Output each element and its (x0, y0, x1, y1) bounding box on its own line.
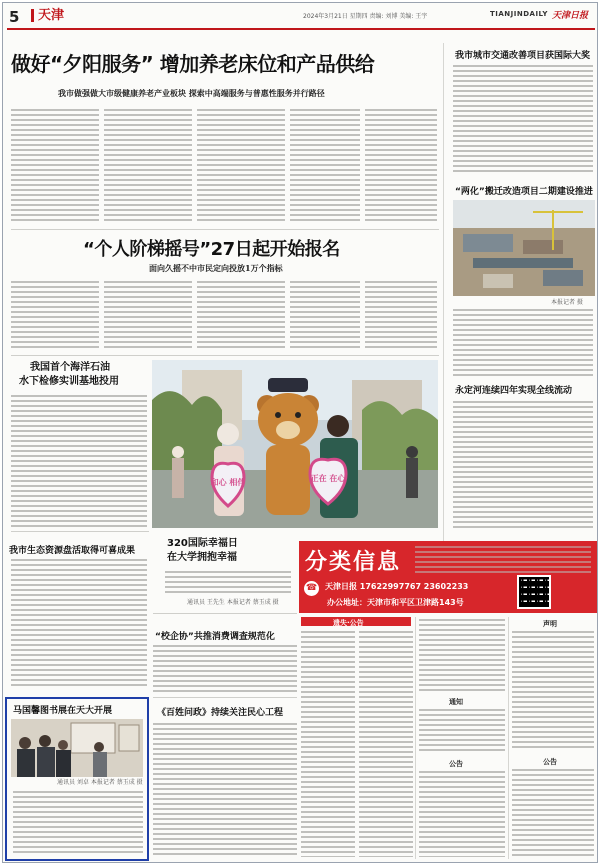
construction-site-photo (453, 200, 595, 296)
brand-name: TIANJINDAILY (490, 10, 548, 18)
section-label: 天津 (31, 9, 64, 22)
box-title: 马国馨图书展在天大开展 (13, 706, 113, 716)
lead-text-col-1 (11, 109, 99, 223)
heart-sign-left-text: 和心 相伴 (210, 478, 246, 487)
phone-icon: ☎ (304, 581, 319, 596)
classifieds-title: 分类信息 (305, 550, 402, 575)
notice-label-2: 通知 (449, 698, 463, 706)
classified-col-3a (419, 619, 505, 691)
left-rule-1 (11, 531, 149, 532)
center-story-b-title: 《百姓问政》持续关注民心工程 (157, 708, 284, 718)
column-divider (443, 43, 444, 558)
right-story-3-text (453, 401, 593, 531)
center-story-b-text (153, 723, 297, 857)
classified-divider (415, 617, 416, 859)
lead-text-col-2 (104, 109, 192, 223)
classified-col-4a (512, 631, 594, 749)
classified-col-1 (301, 631, 355, 857)
center-story-a-text (153, 645, 297, 693)
notice-label-5: 公告 (543, 758, 557, 766)
classified-col-4b (512, 769, 594, 857)
newspaper-page (2, 2, 598, 863)
second-text-col-5 (365, 281, 437, 351)
heart-sign-right-text: 正在 在心 (310, 474, 346, 483)
second-text-col-1 (11, 281, 99, 351)
exhibition-photo (11, 719, 143, 777)
section-rule-2 (11, 355, 439, 356)
section-rule (11, 229, 439, 230)
left-story-1-title-2: 水下检修实训基地投用 (19, 376, 119, 387)
right-story-1-text (453, 65, 593, 173)
lead-subhead: 我市做强做大市级健康养老产业板块 探索中高端服务与普惠性服务并行路径 (58, 88, 325, 98)
center-rule (153, 613, 297, 614)
header-rule (7, 28, 595, 30)
left-story-1-text (11, 395, 147, 527)
left-story-2-text (11, 559, 147, 689)
right-story-1-title: 我市城市交通改善项目获国际大奖 (455, 51, 591, 61)
classifieds-intro-text (415, 546, 591, 576)
center-rule-2 (153, 697, 297, 698)
notice-label-4: 声明 (543, 620, 557, 628)
left-story-1-title-1: 我国首个海洋石油 (30, 362, 110, 373)
classified-col-2 (359, 631, 413, 857)
photo-caption-line-1: 320国际幸福日 (167, 538, 238, 549)
right-story-2-text (453, 309, 593, 379)
lead-text-col-3 (197, 109, 285, 223)
right-story-3-title: 永定河连续四年实现全线流动 (455, 386, 573, 396)
notice-label-3: 公告 (449, 760, 463, 768)
left-story-2-title: 我市生态资源盘活取得可喜成果 (9, 546, 136, 556)
box-text (13, 791, 143, 855)
second-subhead: 面向久摇不中市民定向投放1万个指标 (149, 263, 283, 273)
notice-label: 遗失·公告 (333, 619, 364, 627)
qr-code-icon (517, 575, 551, 609)
lead-headline: 做好“夕阳服务” 增加养老床位和产品供给 (11, 52, 375, 76)
mascot-photo (152, 360, 438, 528)
photo-caption-line-2: 在大学拥抱幸福 (167, 552, 237, 563)
second-headline: “个人阶梯摇号”27日起开始报名 (83, 239, 340, 260)
newspaper-logo: 天津日报 (552, 11, 589, 21)
date-line: 2024年3月21日 星期四 责编: 刘博 美编: 王宇 (303, 13, 428, 20)
lead-text-col-5 (365, 109, 437, 223)
classified-divider-2 (508, 617, 509, 859)
second-text-col-3 (197, 281, 285, 351)
right-photo-caption: 本报记者 摄 (551, 299, 583, 306)
photo-credit: 通讯员 王先生 本报记者 蔡玉成 摄 (187, 599, 279, 606)
second-text-col-2 (104, 281, 192, 351)
classifieds-phone: 天津日报 17622997767 23602233 (325, 582, 469, 591)
right-story-2-title: “两化”搬迁改造项目二期建设推进 (455, 187, 593, 197)
classifieds-address: 办公地址：天津市和平区卫津路143号 (327, 598, 464, 607)
classified-col-3c (419, 771, 505, 857)
box-photo-caption: 通讯员 刘卓 本报记者 蔡玉成 摄 (57, 779, 143, 786)
center-story-a-title: “校企协”共推消费调查规范化 (155, 632, 275, 642)
classified-col-3b (419, 709, 505, 753)
second-text-col-4 (290, 281, 360, 351)
lead-text-col-4 (290, 109, 360, 223)
photo-caption-text (165, 571, 291, 595)
page-number: 5 (9, 8, 20, 26)
